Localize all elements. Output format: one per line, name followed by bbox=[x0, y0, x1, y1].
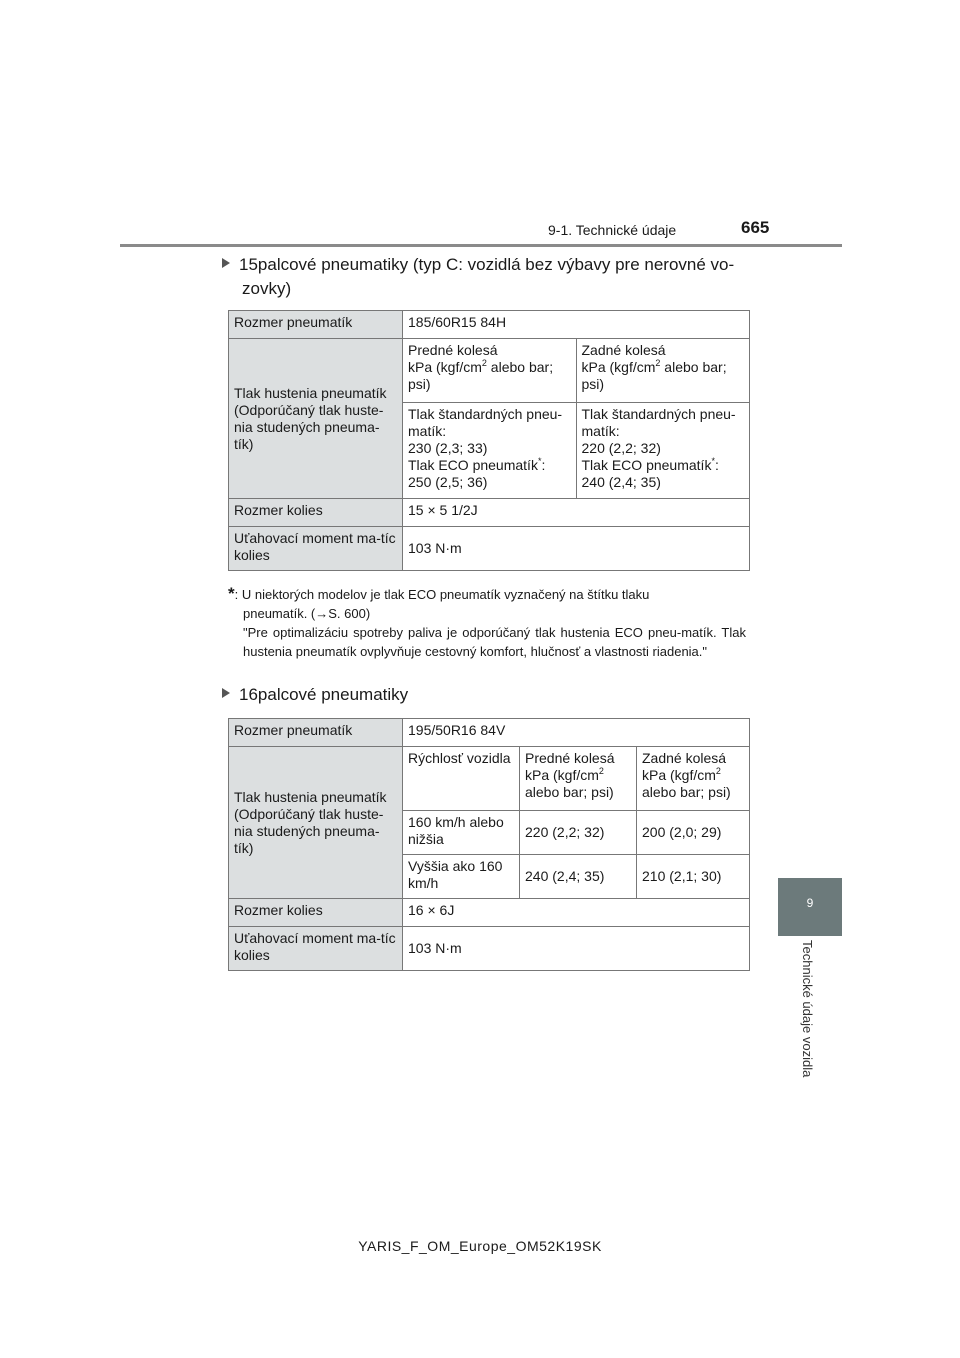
torque-label: Uťahovací moment ma-tíc kolies bbox=[229, 527, 403, 571]
torque-value: 103 N·m bbox=[403, 927, 750, 971]
front-pressure-cell: 220 (2,2; 32) bbox=[520, 811, 637, 855]
pressure-label: Tlak hustenia pneumatík (Odporúčaný tlak huste-nia studených pneuma-tík) bbox=[229, 339, 403, 499]
table-row bbox=[229, 339, 750, 403]
table-row bbox=[229, 499, 750, 527]
footnote bbox=[228, 584, 746, 661]
heading-15-inch bbox=[222, 253, 734, 301]
footnote-line1: : U niektorých modelov je tlak ECO pneumatík vyznačený na štítku tlaku bbox=[234, 587, 650, 602]
wheel-size-value: 15 × 5 1/2J bbox=[403, 499, 750, 527]
torque-value: 103 N·m bbox=[403, 527, 750, 571]
table-row bbox=[229, 899, 750, 927]
table-row bbox=[229, 527, 750, 571]
page-number: 665 bbox=[741, 218, 770, 237]
chapter-tab[interactable]: 9 bbox=[778, 878, 842, 936]
table-16-inch bbox=[228, 718, 750, 971]
chapter-tab-label: Technické údaje vozidla bbox=[800, 940, 815, 1078]
front-header: Predné kolesá kPa ($kgf/cm^2$ alebo bar; psi) bbox=[520, 747, 637, 811]
tire-size-value: 195/50R16 84V bbox=[403, 719, 750, 747]
table-15-inch bbox=[228, 310, 750, 571]
bullet-arrow-icon bbox=[222, 688, 230, 698]
front-header: Predné kolesá kPa ($kgf/cm^2$ alebo bar; psi) bbox=[403, 339, 577, 403]
table-row bbox=[229, 719, 750, 747]
bullet-arrow-icon bbox=[222, 258, 230, 268]
pressure-label: Tlak hustenia pneumatík (Odporúčaný tlak huste-nia studených pneuma-tík) bbox=[229, 747, 403, 899]
torque-label: Uťahovací moment ma-tíc kolies bbox=[229, 927, 403, 971]
front-pressure-cell: Tlak štandardných pneu-matík: 230 (2,3; 33) Tlak ECO pneumatík*: 250 (2,5; 36) bbox=[403, 403, 577, 499]
footnote-line3: "Pre optimalizáciu spotreby paliva je odporúčaný tlak hustenia ECO pneu-matík. Tlak hustenia pneumatík ovplyvňuje cestovný komfort, hlučnosť a vlastnosti riadenia." bbox=[243, 625, 746, 659]
section-title: 9-1. Technické údaje bbox=[548, 222, 677, 238]
heading-15-line1: 15palcové pneumatiky (typ C: vozidlá bez výbavy pre nerovné vo- bbox=[239, 255, 735, 274]
tire-size-value: 185/60R15 84H bbox=[403, 311, 750, 339]
tire-size-label: Rozmer pneumatík bbox=[229, 311, 403, 339]
header-divider bbox=[120, 244, 842, 247]
table-row bbox=[229, 927, 750, 971]
rear-pressure-cell: 210 (2,1; 30) bbox=[637, 855, 750, 899]
table-row bbox=[229, 311, 750, 339]
speed-cell: 160 km/h alebo nižšia bbox=[403, 811, 520, 855]
footnote-star: * bbox=[228, 584, 235, 603]
speed-cell: Vyššia ako 160 km/h bbox=[403, 855, 520, 899]
rear-header: Zadné kolesá kPa ($kgf/cm^2$ alebo bar; psi) bbox=[637, 747, 750, 811]
heading-16-text: 16palcové pneumatiky bbox=[239, 685, 409, 704]
rear-header: Zadné kolesá kPa ($kgf/cm^2$ alebo bar; psi) bbox=[576, 339, 750, 403]
rear-pressure-cell: Tlak štandardných pneu-matík: 220 (2,2; 32) Tlak ECO pneumatík*: 240 (2,4; 35) bbox=[576, 403, 750, 499]
heading-15-line2: zovky) bbox=[242, 279, 292, 298]
tire-size-label: Rozmer pneumatík bbox=[229, 719, 403, 747]
footnote-line2: pneumatík. (→S. 600) bbox=[243, 606, 371, 621]
wheel-size-label: Rozmer kolies bbox=[229, 499, 403, 527]
speed-header: Rýchlosť vozidla bbox=[403, 747, 520, 811]
footer-doc-id: YARIS_F_OM_Europe_OM52K19SK bbox=[358, 1238, 602, 1254]
front-pressure-cell: 240 (2,4; 35) bbox=[520, 855, 637, 899]
wheel-size-value: 16 × 6J bbox=[403, 899, 750, 927]
table-row bbox=[229, 747, 750, 811]
wheel-size-label: Rozmer kolies bbox=[229, 899, 403, 927]
rear-pressure-cell: 200 (2,0; 29) bbox=[637, 811, 750, 855]
heading-16-inch bbox=[222, 683, 408, 707]
